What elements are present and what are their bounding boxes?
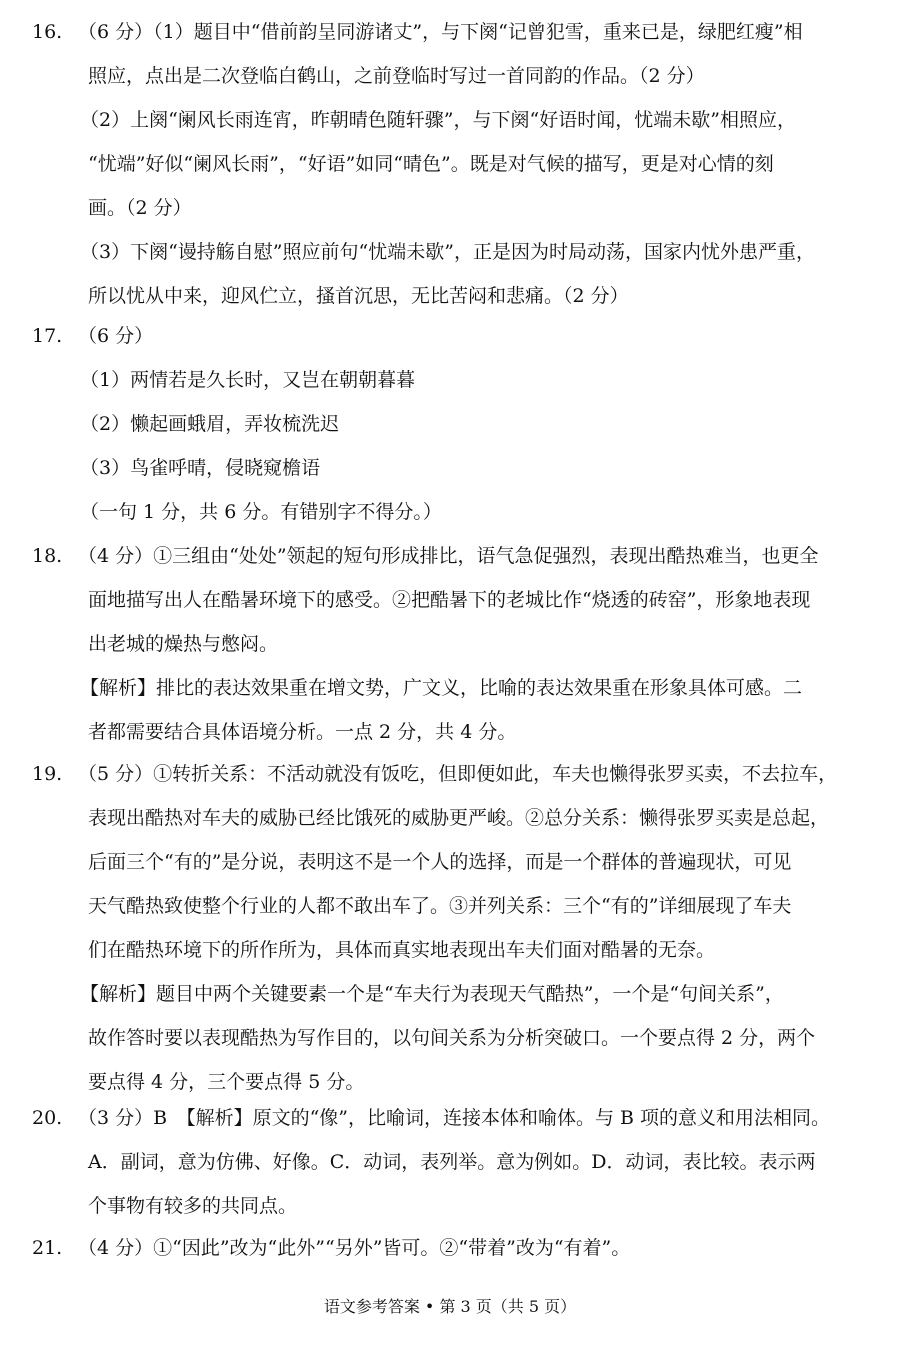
answer-text: 画。（2 分） [88,197,192,219]
scoring-note: （一句 1 分，共 6 分。有错别字不得分。） [80,501,442,523]
answer-text: （5 分）①转折关系：不活动就没有饭吃，但即便如此，车夫也懒得张罗买卖，不去拉车， [78,763,838,785]
analysis-text: 者都需要结合具体语境分析。一点 2 分，共 4 分。 [88,721,517,743]
analysis-text: 故作答时要以表现酷热为写作目的，以句间关系为分析突破口。一个要点得 2 分，两个 [88,1027,816,1049]
answer-text: 出老城的燥热与憋闷。 [88,633,279,655]
answer-text: A．副词，意为仿佛、好像。C．动词，表列举。意为例如。D．动词，表比较。表示两 [88,1151,816,1173]
page-footer: 语文参考答案 • 第 3 页（共 5 页） [323,1297,577,1316]
analysis-text: 【解析】题目中两个关键要素一个是“车夫行为表现天气酷热”，一个是“句间关系”， [80,983,784,1005]
answer-text: 个事物有较多的共同点。 [88,1195,298,1217]
answer-text: （3）下阕“谩持觞自慰”照应前句“忧端未歇”，正是因为时局动荡，国家内忧外患严重， [80,241,815,263]
question-number: 18. [32,545,63,567]
question-number: 19. [32,763,63,785]
answer-line: （3）鸟雀呼晴，侵晓窥檐语 [80,457,321,479]
answer-text: （2）上阕“阑风长雨连宵，昨朝晴色随轩骤”，与下阕“好语时闻，忧端未歇”相照应， [80,109,796,131]
answer-text: 表现出酷热对车夫的威胁已经比饿死的威胁更严峻。②总分关系：懒得张罗买卖是总起， [88,807,830,829]
answer-text: 面地描写出人在酷暑环境下的感受。②把酷暑下的老城比作“烧透的砖窑”，形象地表现 [88,589,811,611]
answer-text: 后面三个“有的”是分说，表明这不是一个人的选择，而是一个群体的普遍现状，可见 [88,851,792,873]
question-number: 17. [32,325,63,347]
question-20 [32,1096,870,1228]
answer-text: （4 分）①“因此”改为“此外”“另外”皆可。②“带着”改为“有着”。 [78,1237,631,1259]
question-number: 21. [32,1237,63,1259]
answer-text: （6 分）（1）题目中“借前韵呈同游诸丈”，与下阕“记曾犯雪，重来已是，绿肥红瘦”相 [78,21,803,43]
answer-text: （6 分） [78,325,154,347]
question-21 [32,1226,870,1270]
question-17 [32,314,870,534]
answer-line: （1）两情若是久长时，又岂在朝朝暮暮 [80,369,416,391]
question-16 [32,10,870,318]
question-number: 16. [32,21,63,43]
answer-text: “忧端”好似“阑风长雨”，“好语”如同“晴色”。既是对气候的描写，更是对心情的刻 [88,153,774,175]
answer-line: （2）懒起画蛾眉，弄妆梳洗迟 [80,413,340,435]
analysis-text: 要点得 4 分，三个要点得 5 分。 [88,1071,365,1093]
answer-text: 们在酷热环境下的所作所为，具体而真实地表现出车夫们面对酷暑的无奈。 [88,939,716,961]
answer-text: （4 分）①三组由“处处”领起的短句形成排比，语气急促强烈，表现出酷热难当，也更全 [78,545,819,567]
answer-text: 照应，点出是二次登临白鹤山，之前登临时写过一首同韵的作品。（2 分） [88,65,705,87]
question-18 [32,534,870,754]
answer-text: （3 分）B 【解析】原文的“像”，比喻词，连接本体和喻体。与 B 项的意义和用法相同。 [78,1107,831,1129]
analysis-text: 【解析】排比的表达效果重在增文势，广文义，比喻的表达效果重在形象具体可感。二 [80,677,803,699]
answer-text: 天气酷热致使整个行业的人都不敢出车了。③并列关系：三个“有的”详细展现了车夫 [88,895,792,917]
question-number: 20. [32,1107,63,1129]
answer-text: 所以忧从中来，迎风伫立，搔首沉思，无比苦闷和悲痛。（2 分） [88,285,629,307]
question-19 [32,752,870,1104]
